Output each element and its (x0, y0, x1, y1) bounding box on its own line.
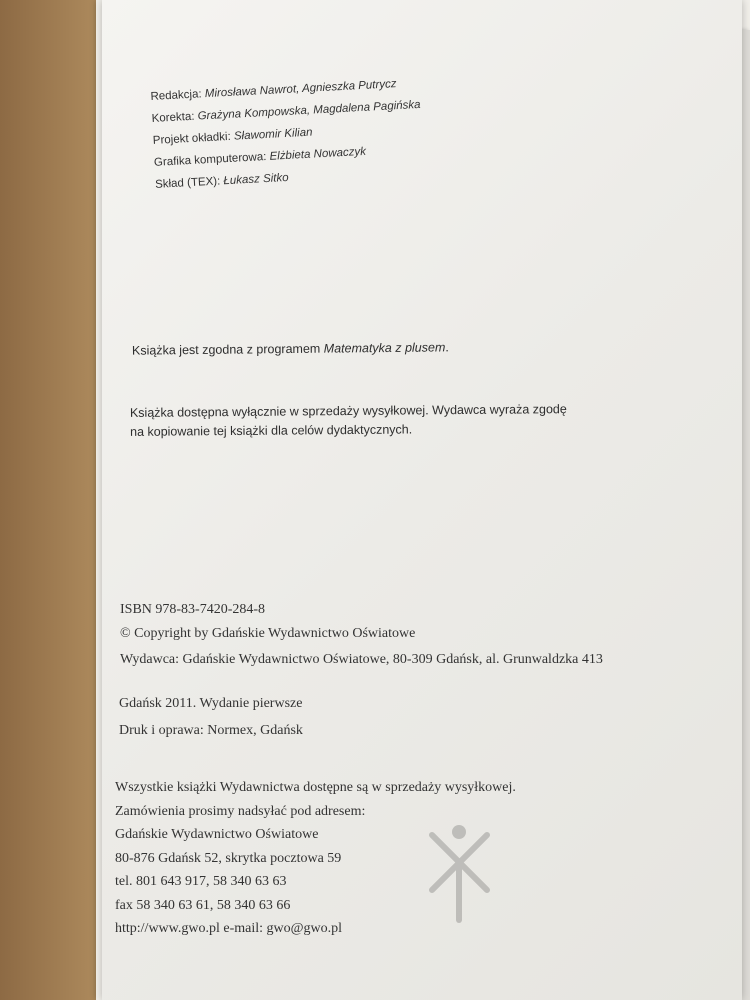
publisher: Wydawca: Gdańskie Wydawnictwo Oświatowe, 80-309 Gdańsk, al. Grunwaldzka 413 (120, 652, 603, 667)
publisher-logo-watermark-icon (402, 820, 522, 930)
credits-block (150, 64, 575, 196)
program-note (132, 340, 449, 357)
credit-label: Korekta: (151, 110, 195, 125)
contact-line: Zamówienia prosimy nadsyłać pod adresem: (115, 803, 366, 819)
sales-note-line: na kopiowanie tej książki dla celów dydaktycznych. (130, 422, 413, 439)
program-note-suffix: . (445, 340, 449, 355)
credit-value: Sławomir Kilian (233, 126, 313, 143)
contact-line: Wszystkie książki Wydawnictwa dostępne są w sprzedaży wysyłkowej. (115, 780, 516, 795)
contact-line: tel. 801 643 917, 58 340 63 63 (115, 874, 287, 889)
edition: Gdańsk 2011. Wydanie pierwsze (119, 696, 303, 711)
sales-note-line: Książka dostępna wyłącznie w sprzedaży wysyłkowej. Wydawca wyraża zgodę (129, 402, 567, 420)
print-info: Druk i oprawa: Normex, Gdańsk (119, 723, 303, 738)
copyright: © Copyright by Gdańskie Wydawnictwo Oświatowe (120, 626, 416, 641)
publication-info (120, 598, 603, 672)
contact-line: http://www.gwo.pl e-mail: gwo@gwo.pl (115, 921, 343, 936)
credit-label: Projekt okładki: (152, 130, 232, 147)
credit-label: Grafika komputerowa: (153, 151, 267, 169)
credit-value: Łukasz Sitko (223, 171, 289, 188)
program-note-prefix: Książka jest zgodna z programem (131, 341, 324, 358)
contact-line: Gdańskie Wydawnictwo Oświatowe (115, 827, 319, 842)
credit-value: Elżbieta Nowaczyk (269, 145, 367, 163)
isbn: ISBN 978-83-7420-284-8 (120, 602, 266, 617)
contact-line: 80-876 Gdańsk 52, skrytka pocztowa 59 (115, 850, 342, 866)
credit-label: Redakcja: (150, 88, 202, 103)
book-page (102, 0, 742, 1000)
credit-value: Grażyna Kompowska, Magdalena Pagińska (197, 98, 421, 123)
program-name: Matematyka z plusem (323, 340, 446, 356)
sales-note (130, 400, 567, 442)
credit-label: Skład (TEX): (154, 175, 221, 191)
contact-line: fax 58 340 63 61, 58 340 63 66 (115, 897, 291, 913)
edition-info (119, 690, 303, 744)
credit-value: Mirosława Nawrot, Agnieszka Putrycz (204, 78, 397, 101)
